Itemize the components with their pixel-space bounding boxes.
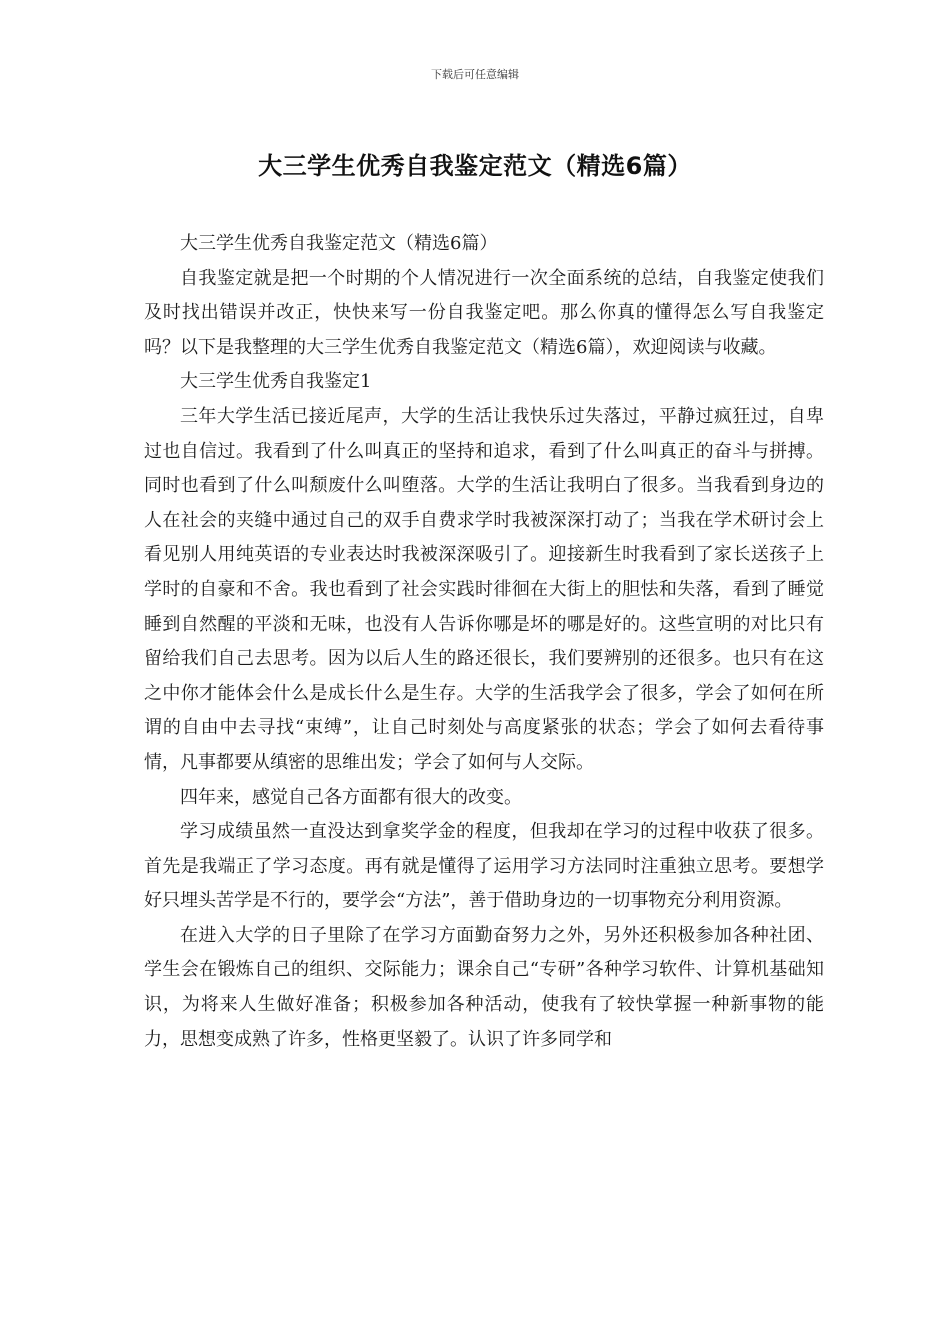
paragraph-body: 四年来，感觉自己各方面都有很大的改变。 (180, 786, 522, 808)
document-title: 大三学生优秀自我鉴定范文（精选6篇） (258, 152, 692, 180)
header-note: 下载后可任意编辑 (431, 68, 519, 81)
paragraph-body: 学习成绩虽然一直没达到拿奖学金的程度，但我却在学习的过程中收获了很多。首先是我端正了学习态度。再有就是懂得了运用学习方法同时注重独立思考。要想学好只埋头苦学是不行的，要学会“方法”，善于借助身边的一切事物充分利用资源。 (144, 821, 824, 912)
paragraph-subtitle: 大三学生优秀自我鉴定范文（精选6篇） (180, 233, 498, 254)
paragraph-body: 三年大学生活已接近尾声，大学的生活让我快乐过失落过，平静过疯狂过，自卑过也自信过。我看到了什么叫真正的坚持和追求，看到了什么叫真正的奋斗与拼搏。同时也看到了什么叫颓废什么叫堕落。大学的生活让我明白了很多。当我看到身边的人在社会的夹缝中通过自己的双手自费求学时我被深深打动了；当我在学术研讨会上看见别人用纯英语的专业表达时我被深深吸引了。迎接新生时我看到了家长送孩子上学时的自豪和不舍。我也看到了社会实践时徘徊在大街上的胆怯和失落，看到了睡觉睡到自然醒的平淡和无味，也没有人告诉你哪是坏的哪是好的。这些宣明的对比只有留给我们自己去思考。因为以后人生的路还很长，我们要辨别的还很多。也只有在这之中你才能体会什么是成长什么是生存。大学的生活我学会了很多，学会了如何在所谓的自由中去寻找“束缚”，让自己时刻处与高度紧张的状态；学会了如何去看待事情，凡事都要从缜密的思维出发；学会了如何与人交际。 (144, 405, 824, 773)
paragraph-intro: 自我鉴定就是把一个时期的个人情况进行一次全面系统的总结，自我鉴定使我们及时找出错误并改正，快快来写一份自我鉴定吧。那么你真的懂得怎么写自我鉴定吗？以下是我整理的大三学生优秀自我鉴定范文（精选6篇），欢迎阅读与收藏。 (144, 267, 824, 358)
section-heading-1: 大三学生优秀自我鉴定1 (180, 371, 372, 393)
document-body (144, 227, 824, 1057)
paragraph-body: 在进入大学的日子里除了在学习方面勤奋努力之外，另外还积极参加各种社团、学生会在锻炼自己的组织、交际能力；课余自己“专研”各种学习软件、计算机基础知识，为将来人生做好准备；积极参加各种活动，使我有了较快掌握一种新事物的能力，思想变成熟了许多，性格更坚毅了。认识了许多同学和 (144, 924, 824, 1050)
